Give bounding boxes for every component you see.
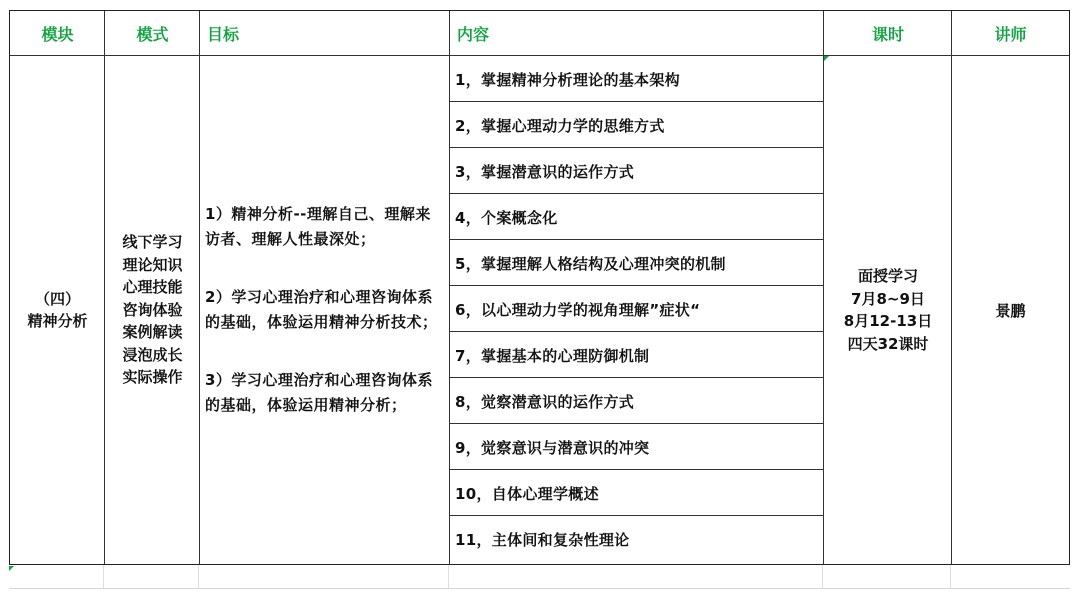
- module-line: 精神分析: [27, 312, 88, 330]
- header-lecturer: 讲师: [994, 25, 1027, 44]
- goal-item: 2）学习心理治疗和心理咨询体系的基础，体验运用精神分析技术；: [205, 288, 438, 331]
- column-divider: [104, 11, 105, 564]
- column-divider: [449, 11, 450, 564]
- column-divider: [448, 565, 449, 589]
- lecturer-cell: [952, 56, 1069, 564]
- content-divider: [450, 239, 824, 240]
- content-divider: [450, 515, 824, 516]
- column-divider: [950, 565, 951, 589]
- cell-flag: [9, 566, 14, 571]
- mode-line: 线下学习: [122, 233, 183, 252]
- column-divider: [823, 11, 824, 564]
- hours-line: 四天32课时: [847, 334, 929, 353]
- column-divider: [951, 11, 952, 564]
- column-divider: [198, 565, 199, 589]
- hours-line: 7月8~9日: [851, 289, 925, 308]
- header-module: 模块: [41, 25, 74, 44]
- goal-item: 3）学习心理治疗和心理咨询体系的基础，体验运用精神分析；: [205, 371, 433, 414]
- content-item: 11，主体间和复杂性理论: [455, 530, 630, 549]
- mode-line: 咨询体验: [122, 300, 183, 319]
- mode-line: 实际操作: [122, 368, 183, 387]
- header-hours: 课时: [871, 25, 904, 44]
- content-item: 4，个案概念化: [455, 208, 558, 227]
- mode-line: 浸泡成长: [122, 345, 183, 364]
- content-item: 5，掌握理解人格结构及心理冲突的机制: [455, 254, 726, 273]
- content-divider: [450, 377, 824, 378]
- content-item: 8，觉察潜意识的运作方式: [455, 392, 635, 411]
- content-divider: [450, 193, 824, 194]
- hours-line: 面授学习: [857, 267, 918, 285]
- content-divider: [450, 101, 824, 102]
- goal-item: 1）精神分析--理解自己、理解来访者、理解人性最深处；: [205, 205, 431, 248]
- module-cell: [10, 56, 105, 564]
- module-line: （四）: [34, 290, 80, 308]
- goal-cell: [200, 56, 450, 564]
- content-item: 9，觉察意识与潜意识的冲突: [455, 438, 650, 457]
- header-mode: 模式: [136, 25, 169, 44]
- empty-row: [9, 565, 1070, 589]
- mode-cell: [105, 56, 200, 564]
- content-item: 10，自体心理学概述: [455, 484, 599, 503]
- content-divider: [450, 423, 824, 424]
- content-item: 1，掌握精神分析理论的基本架构: [455, 70, 680, 89]
- content-item: 7，掌握基本的心理防御机制: [455, 346, 650, 365]
- mode-line: 心理技能: [122, 278, 183, 297]
- content-divider: [450, 285, 824, 286]
- lecturer-name: 景鹏: [995, 301, 1026, 320]
- mode-line: 案例解读: [122, 323, 183, 342]
- mode-line: 理论知识: [122, 255, 183, 274]
- content-item: 3，掌握潜意识的运作方式: [455, 162, 635, 181]
- column-divider: [103, 565, 104, 589]
- content-divider: [450, 469, 824, 470]
- content-divider: [450, 147, 824, 148]
- header-divider: [10, 55, 1069, 56]
- hours-line: 8月12-13日: [843, 312, 933, 330]
- content-divider: [450, 331, 824, 332]
- hours-cell: [824, 56, 952, 564]
- column-divider: [199, 11, 200, 564]
- course-table: [9, 10, 1070, 565]
- content-item: 2，掌握心理动力学的思维方式: [455, 116, 665, 135]
- cell-flag: [824, 56, 829, 61]
- content-item: 6，以心理动力学的视角理解”症状“: [455, 300, 701, 319]
- header-goal: 目标: [207, 25, 240, 44]
- header-content: 内容: [457, 25, 490, 44]
- column-divider: [822, 565, 823, 589]
